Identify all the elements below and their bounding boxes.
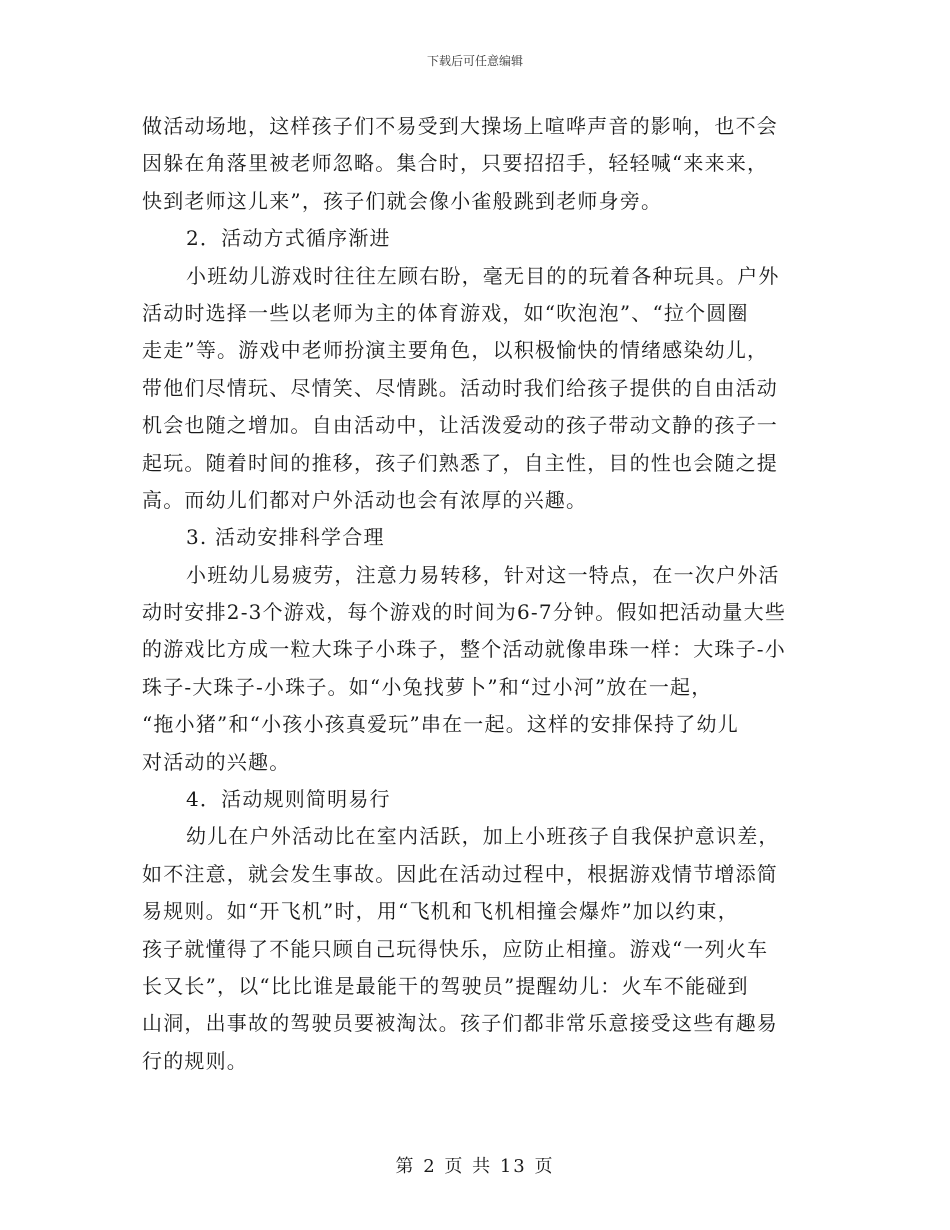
body-line: 的游戏比方成一粒大珠子小珠子，整个活动就像串珠一样：大珠子-小	[142, 637, 786, 662]
body-line: 走走”等。游戏中老师扮演主要角色，以积极愉快的情绪感染幼儿，	[142, 338, 769, 363]
body-line: 起玩。随着时间的推移，孩子们熟悉了，自主性，目的性也会随之提	[142, 450, 778, 475]
body-line: 小班幼儿易疲劳，注意力易转移，针对这一特点，在一次户外活	[186, 562, 780, 587]
page-header: 下载后可任意编辑	[426, 54, 523, 68]
body-line: 活动时选择一些以老师为主的体育游戏，如“吹泡泡”、“拉个圆圈	[142, 300, 749, 325]
body-line: 长又长”，以“比比谁是最能干的驾驶员”提醒幼儿：火车不能碰到	[142, 973, 749, 998]
body-line: 做活动场地，这样孩子们不易受到大操场上喧哗声音的影响，也不会	[142, 114, 778, 138]
document-body	[142, 108, 814, 1080]
body-line: 珠子-大珠子-小珠子。如“小兔找萝卜”和“过小河”放在一起，	[142, 674, 713, 699]
body-line: 因躲在角落里被老师忽略。集合时，只要招招手，轻轻喊“来来来，	[142, 151, 769, 176]
section-heading: 3. 活动安排科学合理	[186, 525, 385, 550]
body-line: 行的规则。	[142, 1048, 248, 1073]
body-line: 易规则。如“开飞机”时，用“飞机和飞机相撞会爆炸”加以约束，	[142, 899, 739, 924]
body-line: 机会也随之增加。自由活动中，让活泼爱动的孩子带动文静的孩子一	[142, 413, 778, 438]
body-line: 动时安排2-3个游戏，每个游戏的时间为6-7分钟。假如把活动量大些	[142, 600, 787, 625]
body-line: 高。而幼儿们都对户外活动也会有浓厚的兴趣。	[142, 487, 588, 512]
body-line: 孩子就懂得了不能只顾自己玩得快乐，应防止相撞。游戏“一列火车	[142, 936, 769, 961]
body-line: 如不注意，就会发生事故。因此在活动过程中，根据游戏情节增添简	[142, 861, 778, 886]
body-line: 山洞，出事故的驾驶员要被淘汰。孩子们都非常乐意接受这些有趣易	[142, 1011, 778, 1036]
section-heading: 4．活动规则简明易行	[186, 787, 391, 812]
page-number: 第 2 页 共 13 页	[395, 1156, 555, 1177]
body-line: “拖小猪”和“小孩小孩真爱玩”串在一起。这样的安排保持了幼儿	[142, 712, 739, 737]
body-line: 带他们尽情玩、尽情笑、尽情跳。活动时我们给孩子提供的自由活动	[142, 375, 778, 400]
body-line: 快到老师这儿来”，孩子们就会像小雀般跳到老师身旁。	[142, 188, 663, 213]
section-heading: 2．活动方式循序渐进	[186, 226, 391, 251]
body-line: 幼儿在户外活动比在室内活跃，加上小班孩子自我保护意识差，	[186, 824, 780, 849]
body-line: 对活动的兴趣。	[142, 749, 291, 774]
body-line: 小班幼儿游戏时往往左顾右盼，毫无目的的玩着各种玩具。户外	[186, 263, 780, 288]
